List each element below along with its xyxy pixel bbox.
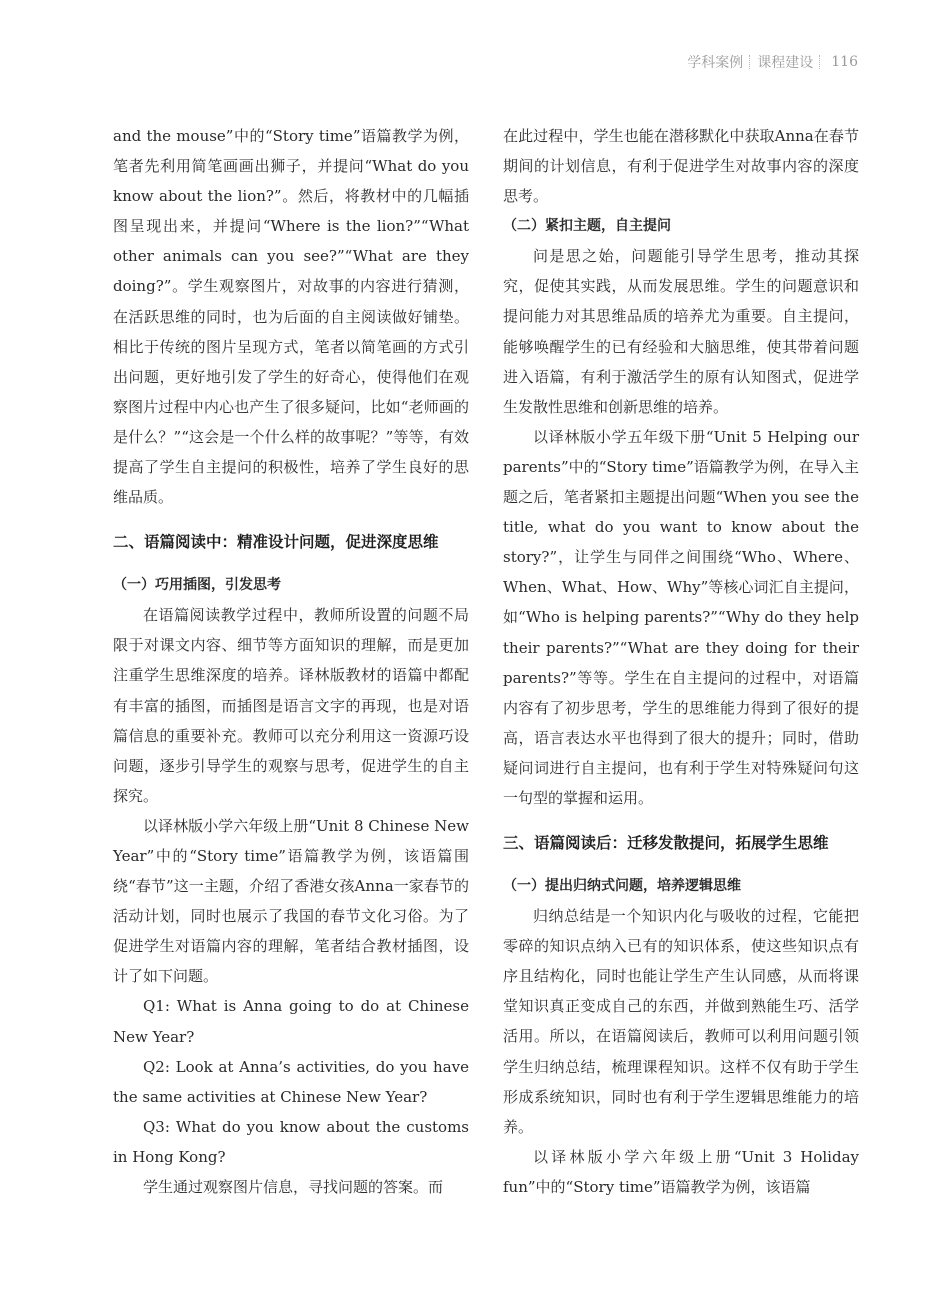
subsection-heading: （二）紧扣主题，自主提问 [503,218,671,235]
paragraph: 以译林版小学六年级上册“Unit 3 Holiday fun”中的“Story time”语篇教学为例，该语篇 [503,1147,859,1196]
question-item: Q3: What do you know about the customs in Hong Kong? [113,1117,469,1166]
section-heading: 二、语篇阅读中：精准设计问题，促进深度思维 [113,533,439,552]
paragraph: 以译林版小学五年级下册“Unit 5 Helping our parents”中的“Story time”语篇教学为例，在导入主题之后，笔者紧扣主题提出问题“When you see the title, what do you want to know about the story?”，让学生与同伴之间围绕“Who、Where、When、What、How、Why”等核心词汇自主提问，如“Who is helping parents?”“Why do they help their parents?”“What are they doing for their parents?”等等。学生在自主提问的过程中，对语篇内容有了初步思考，学生的思维能力得到了很好的提高，语言表达水平也得到了很大的提升；同时，借助疑问词进行自主提问，也有利于学生对特殊疑问句这一句型的掌握和运用。 [503,427,859,807]
question-item: Q2: Look at Anna’s activities, do you have the same activities at Chinese New Year? [113,1057,469,1106]
section-heading: 三、语篇阅读后：迁移发散提问，拓展学生思维 [503,834,829,853]
paragraph: 问是思之始，问题能引导学生思考，推动其探究，促使其实践，从而发展思维。学生的问题意识和提问能力对其思维品质的培养尤为重要。自主提问，能够唤醒学生的已有经验和大脑思维，使其带着问题进入语篇，有利于激活学生的原有认知图式，促进学生发散性思维和创新思维的培养。 [503,247,859,416]
paragraph: 学生通过观察图片信息，寻找问题的答案。而 [143,1178,444,1196]
right-column [503,121,859,1202]
paragraph: 归纳总结是一个知识内化与吸收的过程，它能把零碎的知识点纳入已有的知识体系，使这些知识点有序且结构化，同时也能让学生产生认同感，从而将课堂知识真正变成自己的东西，并做到熟能生巧、活学活用。所以，在语篇阅读后，教师可以利用问题引领学生归纳总结，梳理课程知识。这样不仅有助于学生形成系统知识，同时也有利于学生逻辑思维能力的培养。 [503,907,859,1136]
header-subsection: 课程建设 [757,55,814,71]
paragraph: 在此过程中，学生也能在潜移默化中获取Anna在春节期间的计划信息，有利于促进学生对故事内容的深度思考。 [503,127,859,206]
header-separator [819,55,821,69]
paragraph: and the mouse”中的“Story time”语篇教学为例，笔者先利用简笔画画出狮子，并提问“What do you know about the lion?”。然后，将教材中的几幅插图呈现出来，并提问“Where is the lion?”“What other animals can you see?”“What are they doing?”。学生观察图片，对故事的内容进行猜测，在活跃思维的同时，也为后面的自主阅读做好铺垫。相比于传统的图片呈现方式，笔者以简笔画的方式引出问题，更好地引发了学生的好奇心，使得他们在观察图片过程中内心也产生了很多疑问，比如“老师画的是什么？”“这会是一个什么样的故事呢？”等等，有效提高了学生自主提问的积极性，培养了学生良好的思维品质。 [113,127,469,507]
paragraph: 以译林版小学六年级上册“Unit 8 Chinese New Year”中的“Story time”语篇教学为例，该语篇围绕“春节”这一主题，介绍了香港女孩Anna一家春节的活动计划，同时也展示了我国的春节文化习俗。为了促进学生对语篇内容的理解，笔者结合教材插图，设计了如下问题。 [113,816,469,986]
question-item: Q1: What is Anna going to do at Chinese New Year? [113,997,469,1046]
running-header [687,52,858,72]
subsection-heading: （一）巧用插图，引发思考 [113,577,281,594]
page-number: 116 [831,54,858,70]
subsection-heading: （一）提出归纳式问题，培养逻辑思维 [503,878,741,895]
left-column [113,121,469,1202]
paragraph: 在语篇阅读教学过程中，教师所设置的问题不局限于对课文内容、细节等方面知识的理解，而是更加注重学生思维深度的培养。译林版教材的语篇中都配有丰富的插图，而插图是语言文字的再现，也是对语篇信息的重要补充。教师可以充分利用这一资源巧设问题，逐步引导学生的观察与思考，促进学生的自主探究。 [113,606,469,805]
header-section: 学科案例 [687,55,744,71]
header-separator [749,55,751,69]
